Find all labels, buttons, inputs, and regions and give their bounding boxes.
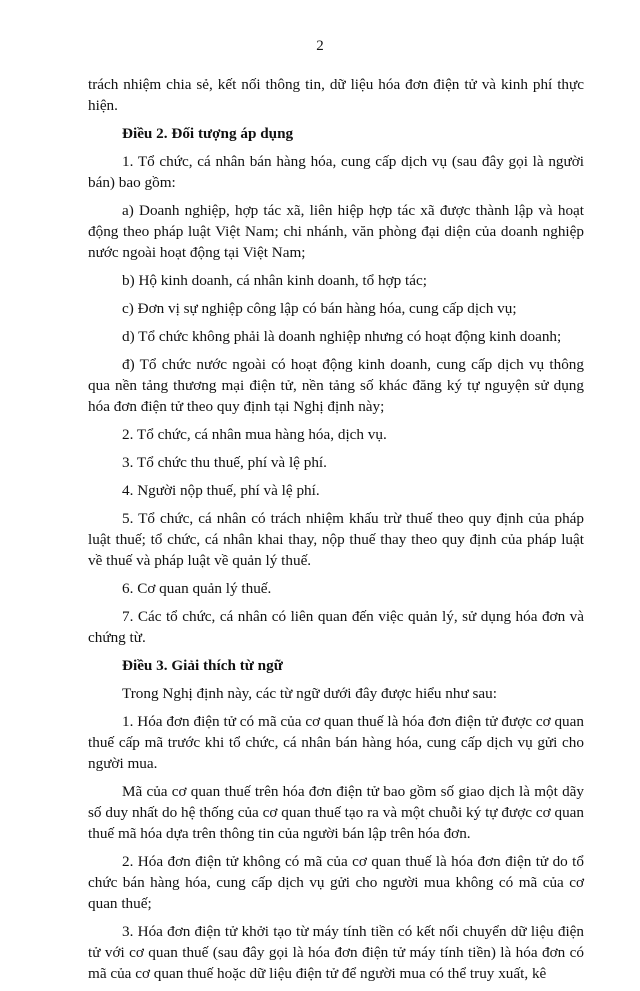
article-2-paragraph: c) Đơn vị sự nghiệp công lập có bán hàng hóa, cung cấp dịch vụ; (122, 300, 517, 317)
article-2-heading: Điều 2. Đối tượng áp dụng (122, 125, 294, 142)
page-number: 2 (316, 38, 324, 54)
article-2-paragraph: d) Tổ chức không phải là doanh nghiệp nhưng có hoạt động kinh doanh; (122, 328, 562, 345)
article-2-paragraph: 1. Tổ chức, cá nhân bán hàng hóa, cung cấp dịch vụ (sau đây gọi là người bán) bao gồm: (88, 153, 584, 191)
article-3-paragraph: 1. Hóa đơn điện tử có mã của cơ quan thuế là hóa đơn điện tử được cơ quan thuế cấp mã trước khi tổ chức, cá nhân bán hàng hóa, cung cấp dịch vụ gửi cho người mua. (88, 713, 584, 772)
article-2-paragraph: a) Doanh nghiệp, hợp tác xã, liên hiệp hợp tác xã được thành lập và hoạt động theo pháp luật Việt Nam; chi nhánh, văn phòng đại diện của doanh nghiệp nước ngoài hoạt động tại Việt Nam; (88, 202, 584, 261)
article-3-paragraph: 2. Hóa đơn điện tử không có mã của cơ quan thuế là hóa đơn điện tử do tổ chức bán hàng hóa, cung cấp dịch vụ gửi cho người mua không có mã của cơ quan thuế; (88, 853, 584, 912)
article-2-paragraph: 2. Tổ chức, cá nhân mua hàng hóa, dịch vụ. (122, 426, 387, 443)
article-2-paragraph: 3. Tổ chức thu thuế, phí và lệ phí. (122, 454, 327, 471)
continuation-paragraph: trách nhiệm chia sẻ, kết nối thông tin, dữ liệu hóa đơn điện tử và kinh phí thực hiện. (88, 76, 584, 114)
article-3-paragraph: 3. Hóa đơn điện tử khởi tạo từ máy tính tiền có kết nối chuyển dữ liệu điện tử với cơ quan thuế (sau đây gọi là hóa đơn điện tử máy tính tiền) là hóa đơn có mã của cơ quan thuế hoặc dữ liệu điện tử để người mua có thể truy xuất, kê (88, 923, 584, 982)
article-3-paragraph: Mã của cơ quan thuế trên hóa đơn điện tử bao gồm số giao dịch là một dãy số duy nhất do hệ thống của cơ quan thuế tạo ra và một chuỗi ký tự được cơ quan thuế mã hóa dựa trên thông tin của người bán lập trên hóa đơn. (88, 783, 584, 842)
article-2-paragraph: 6. Cơ quan quản lý thuế. (122, 580, 272, 597)
article-3-heading: Điều 3. Giải thích từ ngữ (122, 657, 283, 674)
article-2-paragraph: b) Hộ kinh doanh, cá nhân kinh doanh, tổ hợp tác; (122, 272, 427, 289)
article-2-paragraph: 7. Các tổ chức, cá nhân có liên quan đến việc quản lý, sử dụng hóa đơn và chứng từ. (88, 608, 584, 646)
article-3-paragraph: Trong Nghị định này, các từ ngữ dưới đây được hiểu như sau: (122, 685, 497, 702)
article-2-paragraph: đ) Tổ chức nước ngoài có hoạt động kinh doanh, cung cấp dịch vụ thông qua nền tảng thương mại điện tử, nền tảng số khác đăng ký tự nguyện sử dụng hóa đơn điện tử theo quy định tại Nghị định này; (88, 356, 584, 415)
document-body (88, 74, 584, 991)
article-2-paragraph: 5. Tổ chức, cá nhân có trách nhiệm khấu trừ thuế theo quy định của pháp luật thuế; tổ chức, cá nhân khai thay, nộp thuế thay theo quy định của pháp luật về thuế và pháp luật về quản lý thuế. (88, 510, 584, 569)
article-2-paragraph: 4. Người nộp thuế, phí và lệ phí. (122, 482, 320, 499)
